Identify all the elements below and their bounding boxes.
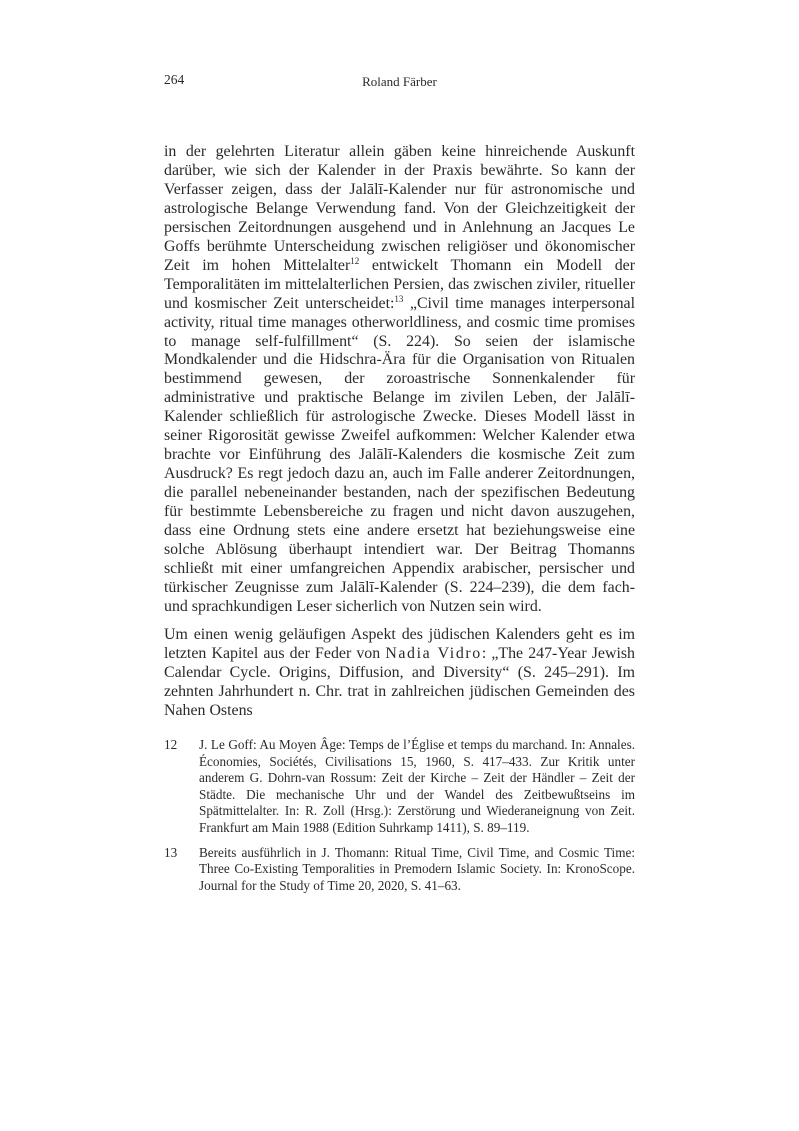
footnote-reference[interactable]: 12 (350, 255, 360, 266)
paragraph (164, 143, 635, 617)
page-number: 264 (164, 72, 185, 87)
footnote-number: 13 (164, 844, 178, 860)
paragraph-text: „Civil time manages interpersonal activity, ritual time manages otherworldliness, and cosmic time promises to manage self-fulfillment“ (S. 224). So seien der islamische Mondkalender und die Hidschra-Ära für die Organisation von Ritualen bestimmend gewesen, der zoroastrische Sonnenkalender für administrative und praktische Belange im zivilen Leben, der Jalālī-Kalender schließlich für astrologische Zwecke. Dieses Modell lässt in seiner Rigorosität gewisse Zweifel aufkommen: Welcher Kalender etwa brachte vor Einführung des Jalālī-Kalenders die kosmische Zeit zum Ausdruck? Es regt jedoch dazu an, auch im Falle anderer Zeitordnungen, die parallel nebeneinander bestanden, nach der spezifischen Bedeutung für bestimmte Lebensbereiche zu fragen und nicht davon auszugehen, dass eine Ordnung stets eine andere ersetzt hat beziehungsweise eine solche Ablösung überhaupt intendiert war. Der Beitrag Thomanns schließt mit einer umfangreichen Appendix arabischer, persischer und türkischer Zeugnisse zum Jalālī-Kalender (S. 224–239), die dem fach- und sprachkundigen Leser sicherlich von Nutzen sein wird. (164, 294, 635, 615)
paragraph-text: Um einen wenig geläufigen Aspekt des jüdischen Kalenders geht es im letzten Kapitel aus der Feder von (164, 625, 635, 662)
paragraph-text: entwickelt Thomann ein Modell der Temporalitäten im mittelalterlichen Persien, das zwischen ziviler, ritueller und kosmischer Zeit unterscheidet: (164, 256, 635, 312)
footnote-text: Bereits ausführlich in J. Thomann: Ritual Time, Civil Time, and Cosmic Time: Three Co-Existing Temporalities in Premodern Islamic Society. In: KronoScope. Journal for the Study of Time 20, 2020, S. 41–63. (199, 844, 635, 893)
footnotes (164, 737, 635, 902)
footnote-13 (164, 845, 635, 895)
footnote-12 (164, 737, 635, 837)
body-text (164, 143, 635, 721)
running-title: Roland Färber (362, 74, 437, 89)
paragraph-text: : „The 247-Year Jewish Calendar Cycle. Origins, Diffusion, and Diversity“ (S. 245–291). Im zehnten Jahrhundert n. Chr. trat in zahlreichen jüdischen Gemeinden des Nahen Ostens (164, 644, 635, 719)
footnote-text: J. Le Goff: Au Moyen Âge: Temps de l’Église et temps du marchand. In: Annales. Économies, Sociétés, Civilisations 15, 1960, S. 417–433. Zur Kritik unter anderem G. Dohrn-van Rossum: Zeit der Kirche – Zeit der Händler – Zeit der Städte. Die mechanische Uhr und der Wandel des Zeitbewußtseins im Spätmittelalter. In: R. Zoll (Hrsg.): Zerstörung und Wiederaneignung von Zeit. Frankfurt am Main 1988 (Edition Suhrkamp 1411), S. 89–119. (199, 737, 635, 835)
paragraph (164, 626, 635, 721)
running-head (164, 72, 635, 92)
footnote-number: 12 (164, 737, 178, 752)
paragraph-text: in der gelehrten Literatur allein gäben keine hinreichende Auskunft darüber, wie sich der Kalender in der Praxis bewährte. So kann der Verfasser zeigen, dass der Jalālī-Kalender nur für astronomische und astrologische Belange Verwendung fand. Von der Gleichzeitigkeit der persischen Zeitordnungen ausgehend und in Anlehnung an Jacques Le Goffs berühmte Unterscheidung zwischen religiöser und ökonomischer Zeit im hohen Mittelalter (164, 143, 635, 274)
footnote-reference[interactable]: 13 (394, 293, 404, 304)
author-name: Nadia Vidro (385, 644, 482, 662)
